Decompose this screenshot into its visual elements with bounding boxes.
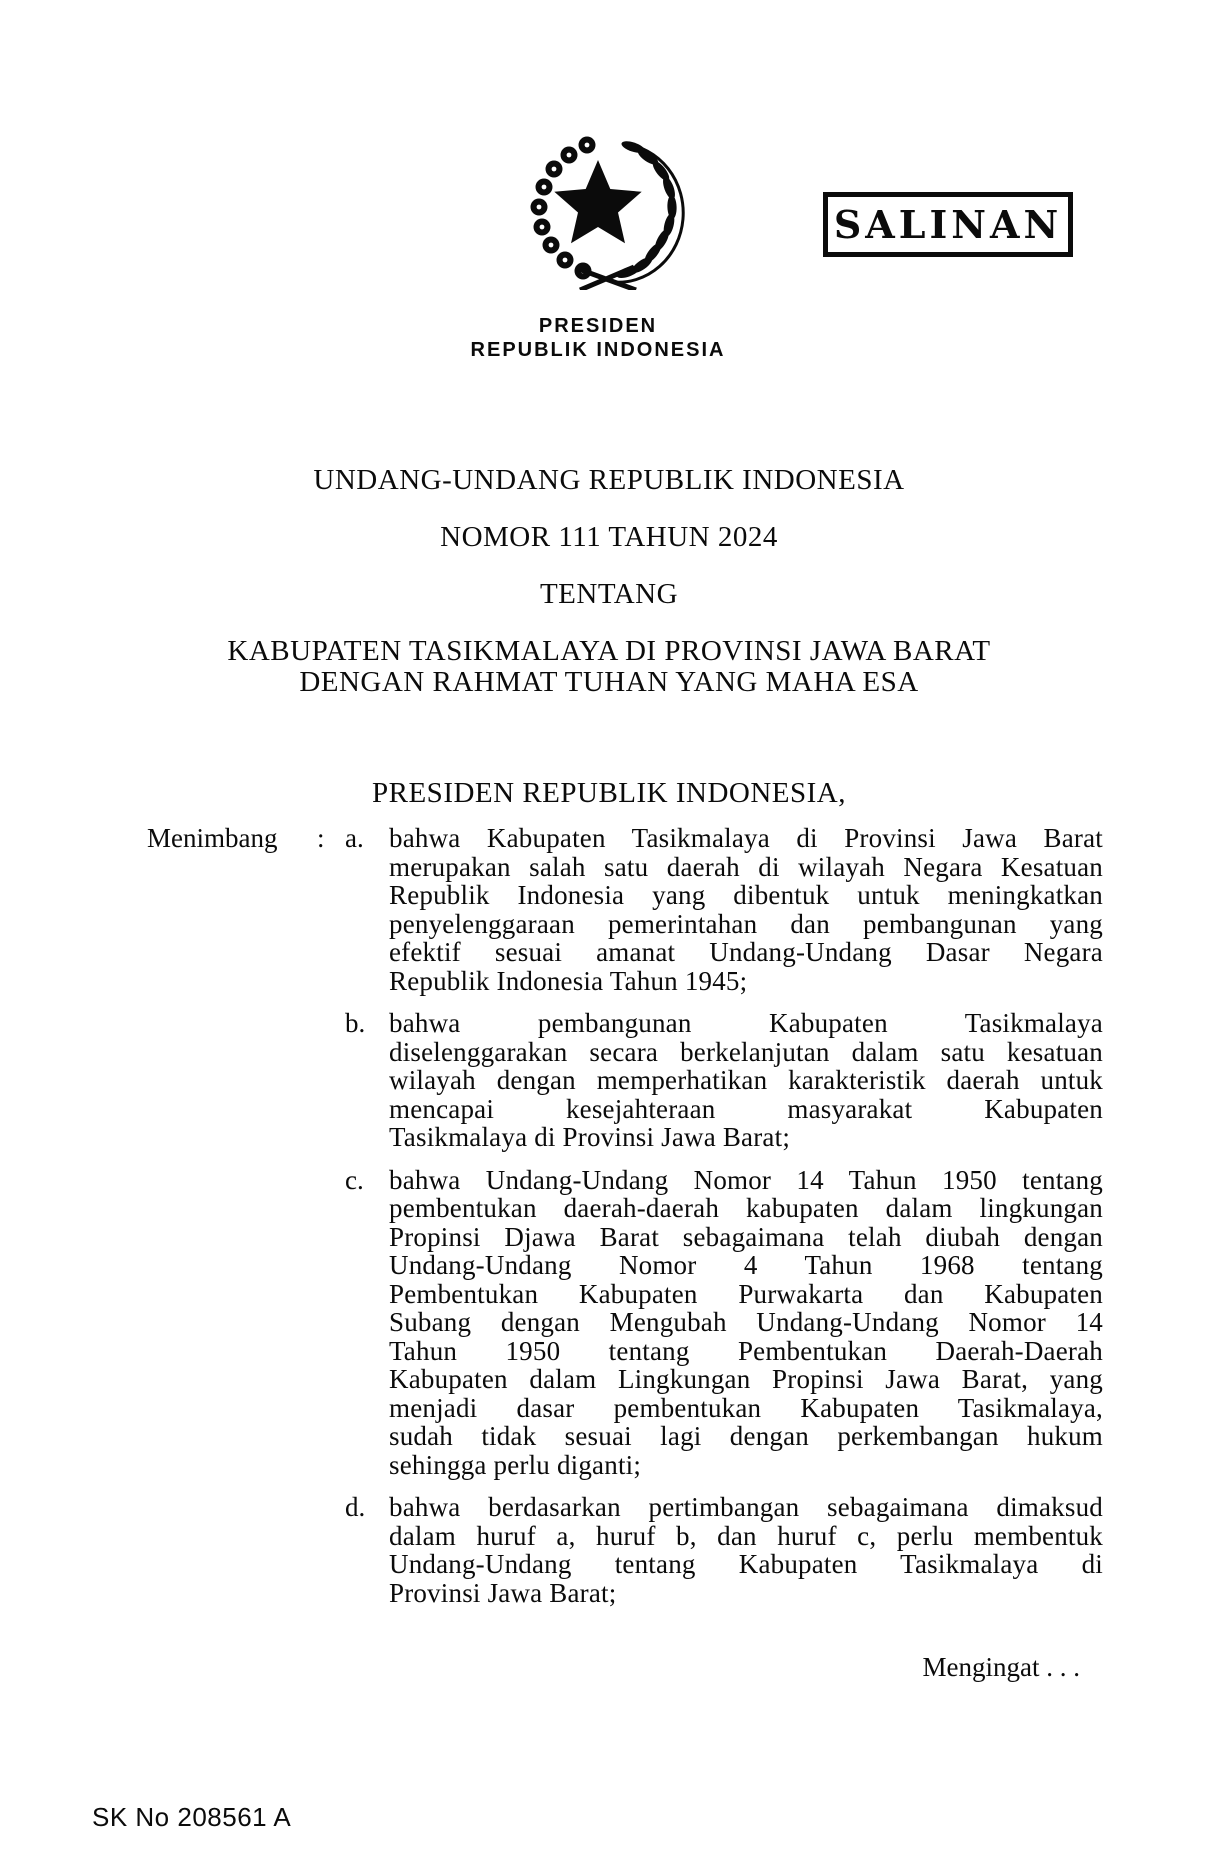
considering-label: Menimbang xyxy=(147,823,278,853)
considering-item xyxy=(147,824,1107,995)
considering-label xyxy=(147,1009,317,1152)
considering-item-text xyxy=(389,1493,1103,1607)
considering-item-line: bahwa berdasarkan pertimbangan sebagaimana dimaksud xyxy=(389,1492,1103,1522)
sk-number: SK No 208561 A xyxy=(92,1802,292,1832)
considering-item-marker: c. xyxy=(345,1164,364,1195)
law-title-line2: NOMOR 111 TAHUN 2024 xyxy=(440,521,778,553)
authority-line: PRESIDEN REPUBLIK INDONESIA, xyxy=(372,777,846,809)
considering-item-line: dalam huruf a, huruf b, dan huruf c, perlu membentuk xyxy=(389,1520,1103,1551)
considering-item-line: sehingga perlu diganti; xyxy=(389,1449,642,1480)
considering-label xyxy=(147,1493,317,1607)
considering-item-line: Republik Indonesia Tahun 1945; xyxy=(389,965,748,996)
considering-item xyxy=(147,1493,1107,1607)
considering-item-line: bahwa pembangunan Kabupaten Tasikmalaya xyxy=(389,1008,1103,1038)
considering-separator xyxy=(317,1493,345,1607)
considering-item-line: pembentukan daerah-daerah kabupaten dalam lingkungan xyxy=(389,1193,1103,1223)
considering-item-line: Pembentukan Kabupaten Purwakarta dan Kabupaten xyxy=(389,1278,1103,1309)
considering-items xyxy=(147,824,1107,1607)
considering-item-text xyxy=(389,1166,1103,1480)
considering-item-line: Provinsi Jawa Barat; xyxy=(389,1577,617,1608)
considering-item-text xyxy=(389,824,1103,995)
considering-separator: : xyxy=(317,823,325,853)
letterhead-line1: PRESIDEN xyxy=(538,315,658,337)
considering-item xyxy=(147,1166,1107,1480)
considering-item-line: wilayah dengan memperhatikan karakteristik daerah untuk xyxy=(389,1065,1103,1095)
law-title xyxy=(0,452,1218,680)
considering-item-line: Undang-Undang Nomor 4 Tahun 1968 tentang xyxy=(389,1250,1103,1280)
catchword: Mengingat . . . xyxy=(922,1652,1080,1682)
considering-item-line: bahwa Kabupaten Tasikmalaya di Provinsi Jawa Barat xyxy=(389,823,1103,853)
considering-item-line: Tahun 1950 tentang Pembentukan Daerah-Daerah xyxy=(389,1335,1103,1366)
letterhead-line2: REPUBLIK INDONESIA xyxy=(470,339,726,361)
considering-item-line: efektif sesuai amanat Undang-Undang Dasar Negara xyxy=(389,937,1103,967)
considering-label xyxy=(147,1166,317,1480)
law-title-line4: KABUPATEN TASIKMALAYA DI PROVINSI JAWA BARAT xyxy=(227,635,991,667)
considering-item-line: mencapai kesejahteraan masyarakat Kabupaten xyxy=(389,1093,1103,1124)
considering-separator xyxy=(317,1009,345,1152)
salinan-stamp-label: SALINAN xyxy=(833,202,1063,247)
considering-item-line: Undang-Undang tentang Kabupaten Tasikmalaya di xyxy=(389,1549,1103,1579)
law-title-line1: UNDANG-UNDANG REPUBLIK INDONESIA xyxy=(313,464,905,496)
considering-item-marker: a. xyxy=(345,823,364,853)
considering-item-line: Republik Indonesia yang dibentuk untuk meningkatkan xyxy=(389,880,1103,910)
considering-item-line: sudah tidak sesuai lagi dengan perkembangan hukum xyxy=(389,1421,1103,1451)
invocation-line: DENGAN RAHMAT TUHAN YANG MAHA ESA xyxy=(299,666,919,698)
letterhead xyxy=(448,314,748,362)
considering-section xyxy=(147,824,1107,1621)
considering-item-line: merupakan salah satu daerah di wilayah Negara Kesatuan xyxy=(389,851,1103,882)
considering-item xyxy=(147,1009,1107,1152)
considering-item-line: Subang dengan Mengubah Undang-Undang Nomor 14 xyxy=(389,1307,1103,1337)
considering-item-marker: b. xyxy=(345,1008,366,1038)
salinan-stamp xyxy=(823,192,1073,257)
star-wreath-emblem-icon xyxy=(520,132,690,290)
considering-item-marker: d. xyxy=(345,1492,366,1522)
considering-item-line: Kabupaten dalam Lingkungan Propinsi Jawa Barat, yang xyxy=(389,1364,1103,1394)
considering-item-line: menjadi dasar pembentukan Kabupaten Tasikmalaya, xyxy=(389,1392,1103,1423)
considering-item-line: penyelenggaraan pemerintahan dan pembangunan yang xyxy=(389,908,1103,939)
considering-item-line: Propinsi Djawa Barat sebagaimana telah diubah dengan xyxy=(389,1221,1103,1252)
considering-item-line: Tasikmalaya di Provinsi Jawa Barat; xyxy=(389,1122,791,1152)
considering-separator xyxy=(317,1166,345,1480)
law-title-line3: TENTANG xyxy=(539,578,679,610)
considering-item-line: diselenggarakan secara berkelanjutan dalam satu kesatuan xyxy=(389,1036,1103,1067)
considering-item-line: bahwa Undang-Undang Nomor 14 Tahun 1950 tentang xyxy=(389,1164,1103,1195)
considering-item-text xyxy=(389,1009,1103,1152)
